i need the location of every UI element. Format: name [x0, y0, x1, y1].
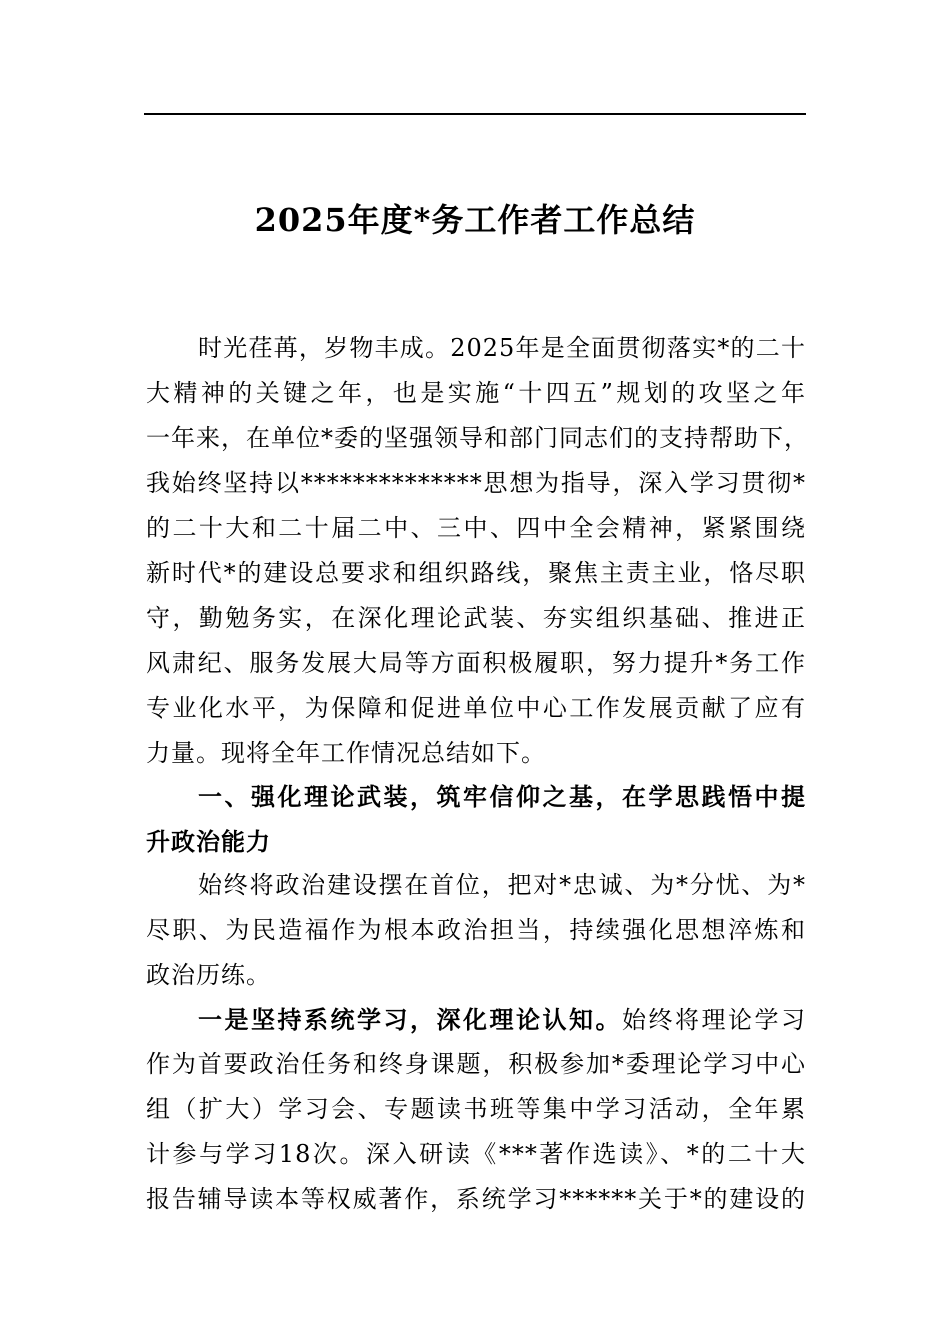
body-line: 组（扩大）学习会、专题读书班等集中学习活动，全年累: [146, 1095, 806, 1123]
document-title: 2025年度*务工作者工作总结: [254, 201, 696, 239]
intro-line: 我始终坚持以**************思想为指导，深入学习贯彻*: [146, 469, 806, 497]
point-1-lead: 一是坚持系统学习，深化理论认知。: [198, 1005, 622, 1034]
point-1-first-line: [146, 997, 806, 1042]
body-line: 始终将政治建设摆在首位，把对*忠诚、为*分忧、为*: [198, 871, 806, 899]
intro-line: 一年来，在单位*委的坚强领导和部门同志们的支持帮助下，: [146, 424, 809, 452]
body-line: 报告辅导读本等权威著作，系统学习******关于*的建设的: [146, 1185, 806, 1213]
intro-line: 专业化水平，为保障和促进单位中心工作发展贡献了应有: [146, 694, 806, 722]
section-1-body: [146, 863, 806, 998]
point-1-paragraph: [146, 997, 806, 1222]
intro-line: 力量。现将全年工作情况总结如下。: [146, 739, 546, 767]
intro-line: 大精神的关键之年，也是实施“十四五”规划的攻坚之年: [146, 379, 806, 407]
body-line: 尽职、为民造福作为根本政治担当，持续强化思想淬炼和: [146, 916, 806, 944]
body-line: 政治历练。: [146, 961, 271, 989]
header-rule: [144, 113, 806, 115]
point-1-text: 始终将理论学习: [622, 1006, 806, 1034]
intro-line: 时光荏苒，岁物丰成。2025年是全面贯彻落实*的二十: [198, 334, 806, 362]
section-heading-line: 一、强化理论武装，筑牢信仰之基，在学思践悟中提: [198, 782, 806, 811]
intro-line: 的二十大和二十届二中、三中、四中全会精神，紧紧围绕: [146, 514, 806, 542]
intro-paragraph: [146, 326, 809, 776]
intro-line: 新时代*的建设总要求和组织路线，聚焦主责主业，恪尽职: [146, 559, 806, 587]
intro-line: 风肃纪、服务发展大局等方面积极履职，努力提升*务工作: [146, 649, 806, 677]
section-heading-line: 升政治能力: [146, 827, 271, 856]
intro-line: 守，勤勉务实，在深化理论武装、夯实组织基础、推进正: [146, 604, 806, 632]
body-line: 计参与学习18次。深入研读《***著作选读》、*的二十大: [146, 1140, 806, 1168]
body-line: 作为首要政治任务和终身课题，积极参加*委理论学习中心: [146, 1050, 806, 1078]
section-1-heading: [146, 774, 806, 864]
